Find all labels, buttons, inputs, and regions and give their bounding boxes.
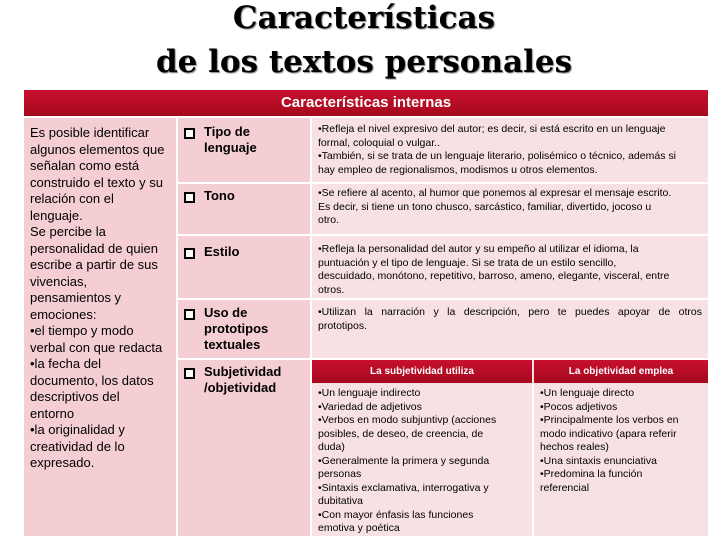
intro-line: •la fecha del — [30, 356, 102, 371]
objectivity-header: La objetividad emplea — [534, 360, 708, 383]
list-item: duda) — [318, 441, 345, 453]
intro-line: documento, los datos — [30, 372, 154, 388]
intro-line: lenguaje. — [30, 207, 83, 223]
table-header: Características internas — [24, 90, 708, 116]
checkbox-bullet-icon — [184, 192, 195, 203]
desc-line: puntuación y el tipo de lenguaje. Si se trata de un estilo sencillo, — [318, 256, 617, 269]
intro-line: •el tiempo y modo — [30, 323, 134, 338]
row-label-line: textuales — [204, 337, 261, 352]
list-item: •Sintaxis exclamativa, interrogativa y — [318, 481, 489, 494]
page-title-line-1: Características — [232, 0, 496, 36]
checkbox-bullet-icon — [184, 128, 195, 139]
list-item: hechos reales) — [540, 441, 609, 453]
list-item: modo indicativo (apara referir — [540, 427, 677, 440]
row-divider — [178, 234, 708, 236]
row-divider — [178, 298, 708, 300]
desc-line: otros. — [318, 283, 345, 296]
list-item: •Variedad de adjetivos — [318, 400, 422, 413]
objectivity-list — [534, 385, 708, 495]
row-label-tipo-de-lenguaje — [178, 120, 306, 182]
list-item: personas — [318, 468, 362, 480]
list-item: •Verbos en modo subjuntivp (acciones — [318, 414, 497, 426]
row-desc-uso-de-prototipos — [312, 303, 706, 358]
intro-line: Se percibe la — [30, 224, 106, 239]
intro-line: relación con el — [30, 191, 114, 206]
row-label-line: Tono — [204, 188, 235, 203]
row-label-line: lenguaje — [204, 140, 257, 155]
list-item: •Un lenguaje indirecto — [318, 387, 421, 399]
list-item: •Principalmente los verbos en — [540, 414, 679, 426]
desc-line: hay empleo de regionalismos, modismos u otros elementos. — [318, 163, 598, 176]
row-label-line: Tipo de — [204, 124, 250, 139]
desc-line: otro. — [318, 214, 340, 226]
checkbox-bullet-icon — [184, 309, 195, 320]
intro-line: •la originalidad y — [30, 422, 125, 437]
list-item: •Generalmente la primera y segunda — [318, 454, 490, 467]
desc-line: formal, coloquial o vulgar.. — [318, 136, 440, 149]
checkbox-bullet-icon — [184, 248, 195, 259]
row-label-estilo — [178, 240, 306, 298]
desc-line: descuidado, monótono, repetitivo, barroso, ameno, elegante, visceral, entre — [318, 270, 670, 282]
row-label-tono — [178, 184, 306, 234]
row-label-line: Uso de — [204, 305, 248, 320]
list-item: •Un lenguaje directo — [540, 387, 635, 399]
row-desc-tipo-de-lenguaje — [312, 120, 706, 182]
intro-line: descriptivos del — [30, 389, 120, 404]
intro-line: creatividad de lo — [30, 438, 125, 454]
list-item: dubitativa — [318, 495, 363, 507]
intro-line: emociones: — [30, 306, 97, 322]
row-label-line: Subjetividad — [204, 364, 282, 379]
desc-line: •Refleja la personalidad del autor y su empeño al utilizar el idioma, la — [318, 243, 639, 255]
intro-line: construido el texto y su — [30, 174, 163, 190]
row-desc-tono — [312, 184, 706, 234]
list-item: referencial — [540, 481, 590, 494]
intro-line: verbal con que redacta — [30, 339, 163, 355]
row-label-uso-de-prototipos — [178, 301, 306, 358]
desc-line: Es decir, si tiene un tono chusco, sarcástico, familiar, divertido, jocoso u — [318, 200, 652, 213]
row-label-line: /objetividad — [204, 380, 277, 395]
page-title-line-2: de los textos personales — [155, 44, 573, 80]
list-item: emotiva y poética — [318, 522, 400, 534]
intro-line: expresado. — [30, 455, 95, 470]
intro-line: vivencias, — [30, 273, 88, 289]
checkbox-bullet-icon — [184, 368, 195, 379]
desc-line: •También, si se trata de un lenguaje literario, polisémico o técnico, además si — [318, 150, 676, 162]
subjectivity-header: La subjetividad utiliza — [312, 360, 532, 383]
row-label-subjetividad — [178, 360, 306, 536]
list-item: •Predomina la función — [540, 468, 643, 480]
intro-line: pensamientos y — [30, 290, 122, 305]
subjectivity-list — [312, 385, 532, 536]
list-item: posibles, de deseo, de creencia, de — [318, 427, 484, 440]
intro-line: entorno — [30, 405, 75, 421]
intro-line: Es posible identificar — [30, 125, 150, 140]
intro-line: señalan como está — [30, 158, 140, 173]
intro-text — [26, 120, 176, 535]
intro-line: algunos elementos que — [30, 141, 165, 157]
desc-line: prototipos. — [318, 319, 368, 332]
intro-line: escribe a partir de sus — [30, 257, 158, 272]
intro-line: personalidad de quien — [30, 240, 158, 256]
desc-line: •Utilizan la narración y la descripción, pero te puedes apoyar de otros — [318, 306, 702, 318]
row-label-line: prototipos — [204, 321, 269, 336]
row-label-line: Estilo — [204, 244, 240, 259]
desc-line: •Se refiere al acento, al humor que ponemos al expresar el mensaje escrito. — [318, 187, 672, 199]
list-item: •Una sintaxis enunciativa — [540, 454, 657, 467]
list-item: •Con mayor énfasis las funciones — [318, 508, 474, 521]
desc-line: •Refleja el nivel expresivo del autor; es decir, si está escrito en un lenguaje — [318, 123, 666, 135]
row-desc-estilo — [312, 240, 706, 298]
list-item: •Pocos adjetivos — [540, 400, 618, 413]
